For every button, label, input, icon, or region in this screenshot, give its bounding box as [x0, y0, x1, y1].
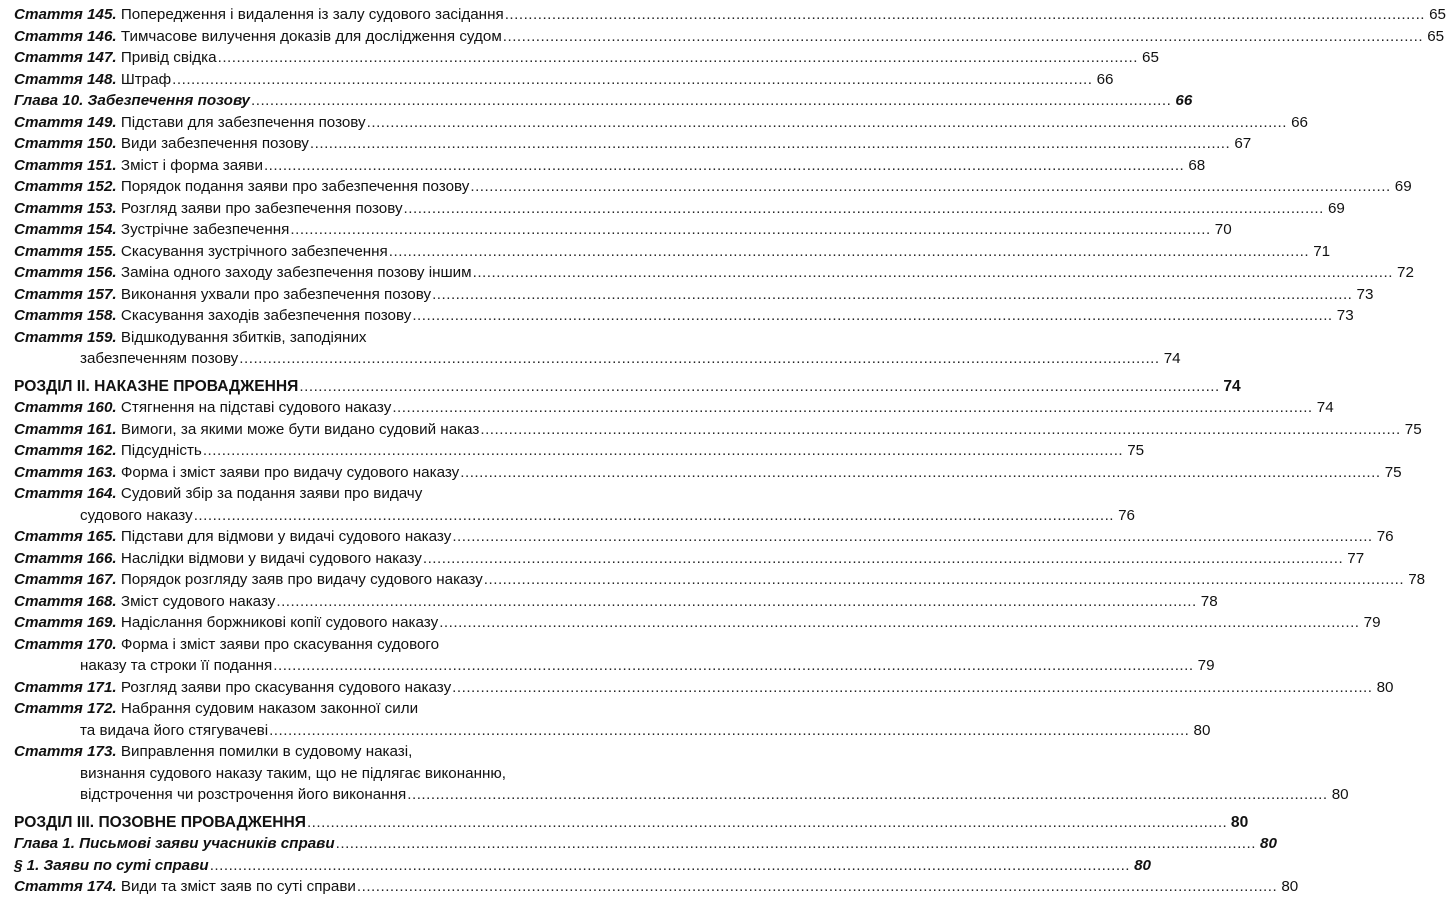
- chapter-title: § 1. Заяви по суті справи: [14, 856, 209, 874]
- article-title: Вимоги, за якими може бути видано судовий наказ: [120, 420, 480, 438]
- page-number: 69: [1394, 178, 1412, 195]
- article-number: Стаття 167.: [14, 571, 117, 588]
- toc-title: [14, 47, 217, 69]
- leader-dots: [306, 812, 1228, 834]
- article-title: Порядок подання заяви про забезпечення позову: [120, 178, 470, 195]
- toc-row: [14, 812, 1249, 834]
- section-title: РОЗДІЛ ІІ. НАКАЗНЕ ПРОВАДЖЕННЯ: [14, 377, 299, 395]
- section-title: РОЗДІЛ ІІІ. ПОЗОВНЕ ПРОВАДЖЕННЯ: [14, 813, 306, 831]
- toc-title: [14, 26, 502, 48]
- toc-entry: [14, 833, 1277, 855]
- page-number: 80: [1260, 835, 1277, 852]
- leader-dots: [366, 112, 1288, 134]
- leader-dots: [469, 176, 1391, 198]
- article-number: Стаття 153.: [14, 199, 117, 217]
- toc-row-continued: [14, 720, 1211, 742]
- toc-title: [14, 855, 209, 877]
- toc-title: [14, 591, 275, 613]
- toc-row: [14, 112, 1308, 134]
- toc-entry: [14, 176, 1412, 198]
- page-number: 76: [1118, 506, 1136, 524]
- toc-row: [14, 4, 1446, 26]
- article-number: Стаття 158.: [14, 307, 117, 324]
- article-number: Стаття 172.: [14, 700, 117, 717]
- article-title: Зустрічне забезпечення: [120, 221, 290, 238]
- toc-title: [14, 219, 289, 241]
- article-number: Стаття 152.: [14, 178, 117, 195]
- article-title: Штраф: [120, 70, 172, 88]
- leader-dots: [438, 612, 1360, 634]
- article-title: Види та зміст заяв по суті справи: [120, 878, 356, 895]
- toc-entry: [14, 698, 1211, 741]
- toc-entry: [14, 26, 1445, 48]
- article-number: Стаття 146.: [14, 27, 117, 45]
- toc-continuation: та видача його стягувачеві: [80, 721, 269, 739]
- toc-entry: [14, 677, 1394, 699]
- leader-dots: [356, 876, 1278, 898]
- toc-entry: [14, 612, 1381, 634]
- article-title: Стягнення на підставі судового наказу: [120, 399, 392, 416]
- leader-dots: [272, 655, 1194, 677]
- toc-row: [14, 176, 1412, 198]
- toc-entry: [14, 462, 1402, 484]
- toc-row: [14, 462, 1402, 484]
- toc-row-continued: [14, 505, 1136, 527]
- toc-row: [14, 90, 1193, 112]
- toc-entry: [14, 241, 1331, 263]
- article-title: Привід свідка: [120, 49, 217, 66]
- toc-title: [14, 876, 356, 898]
- page-number: 65: [1142, 49, 1159, 66]
- page-number: 74: [1316, 399, 1334, 416]
- leader-dots: [193, 505, 1115, 527]
- article-title: Попередження і видалення із залу судового засідання: [120, 6, 504, 23]
- page-number: 75: [1384, 463, 1402, 481]
- toc-row: [14, 440, 1145, 462]
- article-title: Порядок розгляду заяв про видачу судового наказу: [120, 571, 483, 588]
- toc-title: [14, 526, 451, 548]
- leader-dots: [403, 198, 1325, 220]
- toc-entry: [14, 483, 1136, 526]
- article-title: Виконання ухвали про забезпечення позову: [120, 285, 432, 303]
- toc-continuation: судового наказу: [80, 506, 193, 524]
- article-number: Стаття 148.: [14, 70, 117, 88]
- toc-entry: [14, 440, 1145, 462]
- toc-title: [14, 4, 504, 26]
- toc-row: [14, 876, 1299, 898]
- toc-row: [14, 305, 1354, 327]
- article-title: Надіслання боржникові копії судового наказу: [120, 614, 439, 631]
- page-number: 65: [1429, 6, 1446, 23]
- page-number: 66: [1096, 70, 1114, 88]
- leader-dots: [391, 397, 1313, 419]
- toc-entry: [14, 419, 1422, 441]
- article-number: Стаття 169.: [14, 614, 117, 631]
- toc-entry: [14, 591, 1218, 613]
- toc-entry: [14, 219, 1232, 241]
- leader-dots: [502, 26, 1424, 48]
- toc-row: [14, 26, 1445, 48]
- toc-title: [14, 698, 418, 720]
- article-number: Стаття 157.: [14, 285, 117, 303]
- article-title: Підстави для забезпечення позову: [120, 113, 366, 131]
- article-title: Заміна одного заходу забезпечення позову іншим: [120, 264, 472, 281]
- toc-entry: [14, 133, 1252, 155]
- article-title: Підсудність: [120, 442, 202, 459]
- toc-title: [14, 440, 202, 462]
- article-number: Стаття 163.: [14, 463, 117, 481]
- leader-dots: [263, 155, 1185, 177]
- toc-title: [14, 812, 306, 834]
- toc-row: [14, 548, 1365, 570]
- leader-dots: [268, 720, 1190, 742]
- leader-dots: [411, 305, 1333, 327]
- leader-dots: [238, 348, 1160, 370]
- leader-dots: [309, 133, 1231, 155]
- toc-row: [14, 569, 1426, 591]
- page-number: 74: [1223, 377, 1241, 395]
- toc-row: [14, 262, 1414, 284]
- article-number: Стаття 166.: [14, 549, 117, 567]
- toc-title: [14, 569, 483, 591]
- leader-dots: [479, 419, 1401, 441]
- toc-row: [14, 526, 1394, 548]
- article-number: Стаття 164.: [14, 485, 117, 502]
- article-number: Стаття 147.: [14, 49, 117, 66]
- leader-dots: [388, 241, 1310, 263]
- toc-row: [14, 47, 1159, 69]
- toc-entry: [14, 112, 1308, 134]
- article-number: Стаття 151.: [14, 156, 117, 174]
- toc-title: [14, 305, 411, 327]
- toc-entry: [14, 90, 1193, 112]
- toc-entry: [14, 305, 1354, 327]
- toc-row: [14, 634, 594, 656]
- article-number: Стаття 159.: [14, 328, 117, 346]
- toc-continuation: наказу та строки її подання: [80, 657, 273, 674]
- leader-dots: [209, 855, 1131, 877]
- page-number: 68: [1188, 156, 1206, 174]
- leader-dots: [472, 262, 1394, 284]
- article-title: Зміст судового наказу: [120, 592, 276, 610]
- toc-title: [14, 833, 335, 855]
- toc-row-continued: [14, 784, 1349, 806]
- leader-dots: [202, 440, 1124, 462]
- page-number: 71: [1313, 242, 1331, 260]
- page-number: 66: [1291, 113, 1308, 131]
- toc-title: [14, 198, 403, 220]
- article-number: Стаття 150.: [14, 135, 117, 152]
- page-number: 78: [1408, 571, 1426, 588]
- toc-title: [14, 112, 366, 134]
- toc-row: [14, 698, 594, 720]
- toc-title: [14, 176, 469, 198]
- leader-dots: [250, 90, 1172, 112]
- toc-row: [14, 155, 1206, 177]
- toc-entry: [14, 634, 1215, 677]
- toc-entry: [14, 741, 1349, 806]
- leader-dots: [335, 833, 1257, 855]
- article-number: Стаття 165.: [14, 528, 117, 545]
- toc-title: [14, 612, 438, 634]
- toc-row: [14, 419, 1422, 441]
- leader-dots: [171, 69, 1093, 91]
- toc-row: [14, 483, 594, 505]
- toc-title: [14, 548, 422, 570]
- toc-title: [14, 155, 263, 177]
- page-number: 72: [1397, 264, 1414, 281]
- article-title: Виправлення помилки в судовому наказі,: [120, 743, 413, 760]
- leader-dots: [431, 284, 1353, 306]
- toc-title: [14, 677, 451, 699]
- article-title: Форма і зміст заяви про видачу судового наказу: [120, 463, 460, 481]
- toc-row: [14, 677, 1394, 699]
- toc-entry: [14, 526, 1394, 548]
- leader-dots: [451, 526, 1373, 548]
- toc-row: [14, 591, 1218, 613]
- toc-entry: [14, 327, 1181, 370]
- toc-entry: [14, 855, 1152, 877]
- toc-entry: [14, 155, 1206, 177]
- toc-title: [14, 419, 479, 441]
- toc-title: [14, 133, 309, 155]
- page-number: 80: [1134, 856, 1152, 874]
- article-number: Стаття 160.: [14, 399, 117, 416]
- toc-row: [14, 198, 1345, 220]
- toc-entry: [14, 284, 1374, 306]
- toc-continuation: забезпеченням позову: [80, 350, 239, 367]
- page-number: 80: [1376, 678, 1394, 696]
- toc-row-continued: [14, 348, 1181, 370]
- leader-dots: [422, 548, 1344, 570]
- toc-entry: [14, 262, 1414, 284]
- toc-row: [14, 69, 1114, 91]
- article-title: Тимчасове вилучення доказів для дослідження судом: [120, 27, 502, 45]
- article-title: Зміст і форма заяви: [120, 156, 263, 174]
- toc-title: [14, 397, 391, 419]
- toc-entry: [14, 569, 1426, 591]
- leader-dots: [483, 569, 1405, 591]
- article-number: Стаття 155.: [14, 242, 117, 260]
- article-number: Стаття 145.: [14, 6, 117, 23]
- article-number: Стаття 174.: [14, 878, 117, 895]
- page-number: 79: [1197, 657, 1215, 674]
- toc-continuation: відстрочення чи розстрочення його виконання: [80, 786, 407, 803]
- leader-dots: [217, 47, 1139, 69]
- article-title: Набрання судовим наказом законної сили: [120, 700, 419, 717]
- page-number: 80: [1281, 878, 1299, 895]
- toc-entry: [14, 69, 1114, 91]
- chapter-title: Глава 1. Письмові заяви учасників справи: [14, 835, 335, 852]
- toc-entry: [14, 876, 1299, 898]
- page-number: 77: [1347, 549, 1365, 567]
- article-number: Стаття 168.: [14, 592, 117, 610]
- toc-row: [14, 327, 594, 349]
- toc-row: [14, 855, 1152, 877]
- article-number: Стаття 149.: [14, 113, 117, 131]
- toc-title: [14, 483, 422, 505]
- page-number: 74: [1163, 350, 1181, 367]
- toc-title: [14, 69, 171, 91]
- page-number: 80: [1331, 786, 1349, 803]
- page-number: 80: [1193, 721, 1211, 739]
- leader-dots: [504, 4, 1426, 26]
- leader-dots: [406, 784, 1328, 806]
- toc-title: [14, 462, 459, 484]
- toc-row: [14, 741, 594, 763]
- toc-title: [14, 376, 298, 398]
- page-number: 69: [1327, 199, 1345, 217]
- toc-row: [14, 833, 1277, 855]
- page-number: 66: [1175, 92, 1193, 109]
- toc-title: [14, 634, 439, 656]
- article-title: Види забезпечення позову: [120, 135, 309, 152]
- page-number: 73: [1336, 307, 1354, 324]
- article-number: Стаття 170.: [14, 635, 117, 653]
- toc-row: [14, 612, 1381, 634]
- leader-dots: [298, 376, 1220, 398]
- article-number: Стаття 173.: [14, 743, 117, 760]
- toc-title: [14, 262, 472, 284]
- page-number: 70: [1214, 221, 1232, 238]
- toc-row: [14, 219, 1232, 241]
- toc-entry: [14, 4, 1446, 26]
- article-title: Розгляд заяви про забезпечення позову: [120, 199, 403, 217]
- toc-entry: [14, 397, 1334, 419]
- article-title: Відшкодування збитків, заподіяних: [120, 328, 367, 346]
- leader-dots: [459, 462, 1381, 484]
- toc-continuation: визнання судового наказу таким, що не підлягає виконанню,: [80, 764, 506, 782]
- toc-entry: [14, 376, 1241, 398]
- article-title: Форма і зміст заяви про скасування судового: [120, 635, 440, 653]
- article-number: Стаття 162.: [14, 442, 117, 459]
- toc-entry: [14, 47, 1159, 69]
- toc-row: [14, 284, 1374, 306]
- page-number: 76: [1376, 528, 1394, 545]
- article-title: Підстави для відмови у видачі судового наказу: [120, 528, 452, 545]
- toc-title: [14, 284, 431, 306]
- toc-row: [14, 376, 1241, 398]
- toc-title: [14, 241, 388, 263]
- leader-dots: [451, 677, 1373, 699]
- page-number: 78: [1200, 592, 1218, 610]
- chapter-title: Глава 10. Забезпечення позову: [14, 92, 250, 109]
- page-number: 80: [1230, 813, 1249, 831]
- page-number: 73: [1356, 285, 1374, 303]
- page-number: 65: [1427, 27, 1445, 45]
- leader-dots: [275, 591, 1197, 613]
- toc-entry: [14, 198, 1345, 220]
- article-number: Стаття 161.: [14, 420, 117, 438]
- toc-entry: [14, 548, 1365, 570]
- page-number: 75: [1127, 442, 1145, 459]
- toc-title: [14, 327, 367, 349]
- article-title: Наслідки відмови у видачі судового наказу: [120, 549, 422, 567]
- leader-dots: [289, 219, 1211, 241]
- toc-row-continued: [14, 655, 1215, 677]
- toc-row: [14, 397, 1334, 419]
- article-number: Стаття 156.: [14, 264, 117, 281]
- article-title: Судовий збір за подання заяви про видачу: [120, 485, 423, 502]
- article-number: Стаття 154.: [14, 221, 117, 238]
- article-title: Скасування зустрічного забезпечення: [120, 242, 388, 260]
- page-number: 67: [1234, 135, 1252, 152]
- page-number: 75: [1404, 420, 1422, 438]
- page-number: 79: [1363, 614, 1381, 631]
- toc-row: [14, 241, 1331, 263]
- article-title: Скасування заходів забезпечення позову: [120, 307, 412, 324]
- toc-entry: [14, 812, 1249, 834]
- toc-title: [14, 90, 250, 112]
- toc-row: [14, 133, 1252, 155]
- article-title: Розгляд заяви про скасування судового наказу: [120, 678, 452, 696]
- table-of-contents: [14, 4, 1446, 898]
- toc-title: [14, 741, 412, 763]
- article-number: Стаття 171.: [14, 678, 117, 696]
